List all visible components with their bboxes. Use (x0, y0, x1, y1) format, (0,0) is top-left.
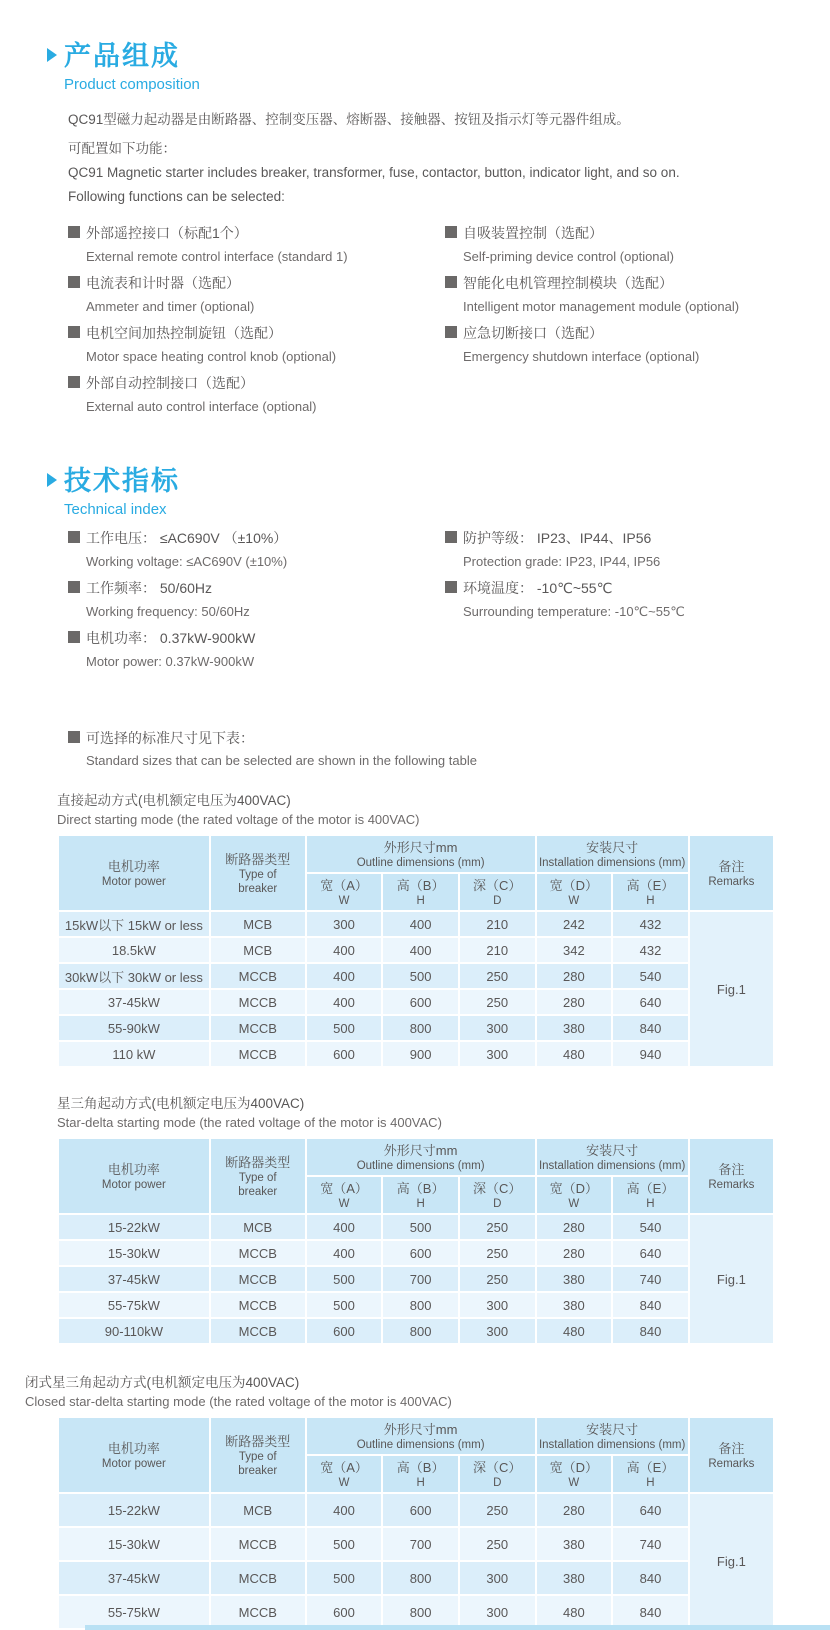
col-header-motor-power: 电机功率 Motor power (58, 1138, 210, 1214)
table1-caption (57, 789, 802, 827)
section-technical-index-header (47, 459, 802, 498)
col-header-motor-power: 电机功率 Motor power (58, 1417, 210, 1493)
col-header-height-b: 高（B） H (382, 873, 459, 911)
remark-cell: Fig.1 (689, 1493, 774, 1629)
col-header-depth-c: 深（C） D (459, 873, 536, 911)
square-bullet-icon (68, 276, 80, 288)
standard-sizes-note (68, 728, 802, 768)
table-row: 37-45kW MCCB 400 600 250 280 640 (58, 989, 774, 1015)
table-row: 15-22kW MCB 400 500 250 280 540 Fig.1 (58, 1214, 774, 1240)
remark-cell: Fig.1 (689, 1214, 774, 1344)
feature-item (68, 273, 445, 314)
square-bullet-icon (445, 226, 457, 238)
col-header-height-b: 高（B） H (382, 1176, 459, 1214)
col-group-installation-dimensions: 安装尺寸 Installation dimensions (mm) (536, 1417, 689, 1455)
remark-cell: Fig.1 (689, 911, 774, 1067)
spec-list (68, 528, 802, 678)
spec-label-zh: 工作频率： 50/60Hz (86, 580, 213, 596)
feature-list-left (68, 223, 445, 423)
spec-label-en: Working voltage: ≤AC690V (±10%) (86, 554, 288, 569)
square-bullet-icon (68, 581, 80, 593)
spec-label-en: Surrounding temperature: -10℃~55℃ (463, 604, 685, 619)
spec-item (445, 528, 802, 569)
col-header-depth-c: 深（C） D (459, 1455, 536, 1493)
feature-item (68, 223, 445, 264)
intro-line-en-2: Following functions can be selected: (68, 189, 285, 204)
triangle-bullet-icon (47, 48, 57, 62)
table-row: 37-45kW MCCB 500 800 300 380 840 (58, 1561, 774, 1595)
col-group-installation-dimensions: 安装尺寸 Installation dimensions (mm) (536, 835, 689, 873)
table3-caption (25, 1371, 802, 1409)
col-header-height-e: 高（E） H (612, 1176, 689, 1214)
col-header-width-d: 宽（D） W (536, 1176, 613, 1214)
feature-label-zh: 外部自动控制接口（选配） (86, 375, 254, 391)
feature-item (445, 273, 802, 314)
feature-item (445, 223, 802, 264)
feature-label-en: External auto control interface (optional) (86, 399, 317, 414)
feature-label-zh: 应急切断接口（选配） (463, 325, 603, 341)
feature-label-zh: 智能化电机管理控制模块（选配） (463, 275, 673, 291)
col-header-height-e: 高（E） H (612, 1455, 689, 1493)
spec-label-en: Protection grade: IP23, IP44, IP56 (463, 554, 661, 569)
col-group-outline-dimensions: 外形尺寸mm Outline dimensions (mm) (306, 1138, 536, 1176)
note-en: Standard sizes that can be selected are shown in the following table (86, 753, 477, 768)
feature-label-en: External remote control interface (standard 1) (86, 249, 348, 264)
section-title-en: Technical index (64, 501, 167, 518)
section-product-composition-header (47, 34, 802, 73)
table-row: 90-110kW MCCB 600 800 300 480 840 (58, 1318, 774, 1344)
triangle-bullet-icon (47, 473, 57, 487)
feature-label-zh: 外部遥控接口（标配1个） (86, 225, 248, 241)
feature-item (68, 373, 445, 414)
feature-label-en: Emergency shutdown interface (optional) (463, 349, 700, 364)
note-zh: 可选择的标准尺寸见下表： (86, 730, 254, 746)
spec-label-zh: 环境温度： -10℃~55℃ (463, 580, 613, 596)
table-row: 15kW以下 15kW or less MCB 300 400 210 242 432 Fig.1 (58, 911, 774, 937)
table1-caption-zh: 直接起动方式(电机额定电压为400VAC) (57, 793, 291, 808)
feature-list (68, 223, 802, 423)
col-group-outline-dimensions: 外形尺寸mm Outline dimensions (mm) (306, 835, 536, 873)
section-title-zh: 产品组成 (64, 41, 180, 71)
table3-caption-en: Closed star-delta starting mode (the rated voltage of the motor is 400VAC) (25, 1394, 452, 1409)
col-header-height-b: 高（B） H (382, 1455, 459, 1493)
col-header-height-e: 高（E） H (612, 873, 689, 911)
col-header-breaker-type: 断路器类型 Type of breaker (210, 835, 306, 911)
table-row: 15-22kW MCB 400 600 250 280 640 Fig.1 (58, 1493, 774, 1527)
table-star-delta-starting (57, 1137, 775, 1345)
table2-caption-en: Star-delta starting mode (the rated voltage of the motor is 400VAC) (57, 1115, 442, 1130)
table-row: 110 kW MCCB 600 900 300 480 940 (58, 1041, 774, 1067)
col-header-width-d: 宽（D） W (536, 1455, 613, 1493)
feature-item (445, 323, 802, 364)
table2-caption-zh: 星三角起动方式(电机额定电压为400VAC) (57, 1096, 305, 1111)
col-header-width-a: 宽（A） W (306, 1176, 383, 1214)
feature-label-zh: 电机空间加热控制旋钮（选配） (86, 325, 282, 341)
table-row: 37-45kW MCCB 500 700 250 380 740 (58, 1266, 774, 1292)
table-closed-star-delta-starting (57, 1416, 775, 1630)
square-bullet-icon (445, 531, 457, 543)
spec-list-right (445, 528, 802, 678)
spec-item (68, 628, 445, 669)
table-row: 55-90kW MCCB 500 800 300 380 840 (58, 1015, 774, 1041)
square-bullet-icon (445, 276, 457, 288)
col-header-width-a: 宽（A） W (306, 1455, 383, 1493)
col-group-installation-dimensions: 安装尺寸 Installation dimensions (mm) (536, 1138, 689, 1176)
intro-line-zh-2: 可配置如下功能： (68, 141, 176, 156)
table2-caption (57, 1092, 802, 1130)
spec-label-en: Motor power: 0.37kW-900kW (86, 654, 255, 669)
col-header-width-a: 宽（A） W (306, 873, 383, 911)
intro-paragraph (68, 108, 802, 209)
spec-item (445, 578, 802, 620)
table-row: 15-30kW MCCB 500 700 250 380 740 (58, 1527, 774, 1561)
feature-label-en: Self-priming device control (optional) (463, 249, 674, 264)
square-bullet-icon (68, 326, 80, 338)
feature-label-en: Motor space heating control knob (optional) (86, 349, 337, 364)
square-bullet-icon (68, 631, 80, 643)
bottom-decorative-strip (85, 1625, 830, 1630)
spec-label-zh: 防护等级： IP23、IP44、IP56 (463, 530, 652, 546)
square-bullet-icon (445, 581, 457, 593)
feature-item (68, 323, 445, 364)
col-header-remarks: 备注 Remarks (689, 1138, 774, 1214)
spec-label-zh: 电机功率： 0.37kW-900kW (86, 630, 256, 646)
spec-list-left (68, 528, 445, 678)
table-direct-starting (57, 834, 775, 1068)
spec-item (68, 578, 445, 619)
col-group-outline-dimensions: 外形尺寸mm Outline dimensions (mm) (306, 1417, 536, 1455)
table3-caption-zh: 闭式星三角起动方式(电机额定电压为400VAC) (25, 1375, 300, 1390)
feature-label-en: Ammeter and timer (optional) (86, 299, 255, 314)
spec-label-zh: 工作电压： ≤AC690V （±10%） (86, 530, 288, 546)
table-row: 18.5kW MCB 400 400 210 342 432 (58, 937, 774, 963)
table1-caption-en: Direct starting mode (the rated voltage of the motor is 400VAC) (57, 812, 420, 827)
square-bullet-icon (68, 531, 80, 543)
square-bullet-icon (68, 376, 80, 388)
section-title-en: Product composition (64, 76, 200, 93)
table-row: 30kW以下 30kW or less MCCB 400 500 250 280 540 (58, 963, 774, 989)
col-header-breaker-type: 断路器类型 Type of breaker (210, 1138, 306, 1214)
spec-item (68, 528, 445, 569)
feature-label-zh: 电流表和计时器（选配） (86, 275, 240, 291)
feature-list-right (445, 223, 802, 423)
intro-line-zh-1: QC91型磁力起动器是由断路器、控制变压器、熔断器、接触器、按钮及指示灯等元器件组成。 (68, 112, 630, 127)
col-header-breaker-type: 断路器类型 Type of breaker (210, 1417, 306, 1493)
feature-label-en: Intelligent motor management module (optional) (463, 299, 740, 314)
col-header-motor-power: 电机功率 Motor power (58, 835, 210, 911)
col-header-width-d: 宽（D） W (536, 873, 613, 911)
col-header-depth-c: 深（C） D (459, 1176, 536, 1214)
col-header-remarks: 备注 Remarks (689, 1417, 774, 1493)
table-row: 55-75kW MCCB 500 800 300 380 840 (58, 1292, 774, 1318)
table-row: 15-30kW MCCB 400 600 250 280 640 (58, 1240, 774, 1266)
feature-label-zh: 自吸装置控制（选配） (463, 225, 603, 241)
square-bullet-icon (68, 731, 80, 743)
square-bullet-icon (445, 326, 457, 338)
square-bullet-icon (68, 226, 80, 238)
intro-line-en-1: QC91 Magnetic starter includes breaker, transformer, fuse, contactor, button, indicator light, and so on. (68, 165, 680, 180)
table-row: 55-75kW MCCB 600 800 300 480 840 (58, 1595, 774, 1629)
section-title-zh: 技术指标 (64, 466, 180, 496)
spec-label-en: Working frequency: 50/60Hz (86, 604, 250, 619)
col-header-remarks: 备注 Remarks (689, 835, 774, 911)
